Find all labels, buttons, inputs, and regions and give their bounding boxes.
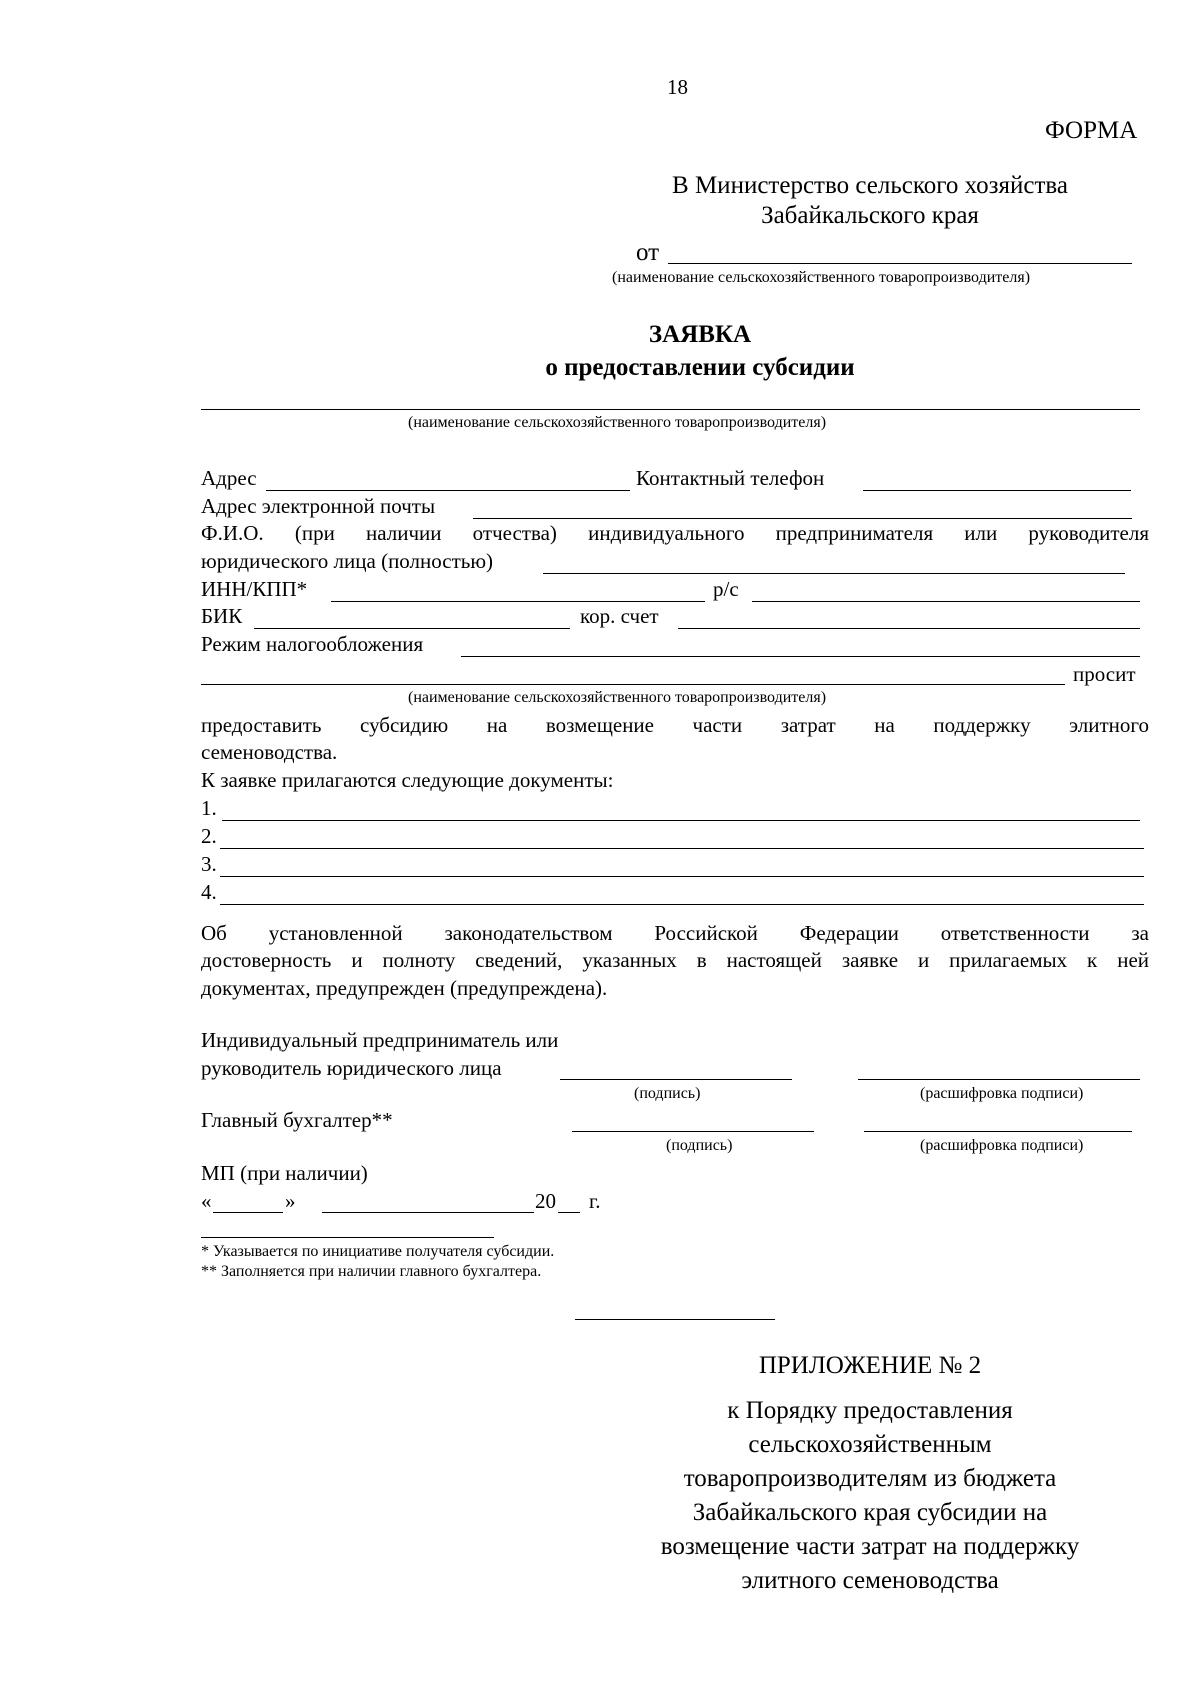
- addressee-line-2: Забайкальского края: [761, 202, 979, 229]
- document-item-1-number: 1.: [201, 796, 217, 820]
- document-item-4-number: 4.: [201, 880, 217, 904]
- from-caption: (наименование сельскохозяйственного товаропроизводителя): [612, 269, 1031, 286]
- appendix-line-2: сельскохозяйственным: [748, 1431, 992, 1458]
- request-text-line-1: предоставить субсидию на возмещение части затрат на поддержку элитного: [201, 713, 1149, 737]
- head-signature-decode-field[interactable]: [858, 1079, 1140, 1080]
- address-label: Адрес: [201, 466, 257, 490]
- applicant-name-line[interactable]: [201, 409, 1140, 410]
- bik-field[interactable]: [254, 628, 570, 629]
- account-field[interactable]: [752, 601, 1140, 602]
- appendix-line-6: элитного семеноводства: [741, 1567, 999, 1594]
- bik-label: БИК: [201, 604, 243, 628]
- appendix-line-4: Забайкальского края субсидии на: [692, 1499, 1048, 1526]
- requester-name-caption: (наименование сельскохозяйственного товаропроизводителя): [408, 689, 827, 706]
- head-decode-caption: (расшифровка подписи): [920, 1085, 1084, 1102]
- footnote-1: * Указывается по инициативе получателя субсидии.: [201, 1243, 555, 1260]
- from-blank-line[interactable]: [668, 263, 1132, 264]
- liability-line-1: Об установленной законодательством Российской Федерации ответственности за: [201, 921, 1149, 945]
- accountant-decode-field[interactable]: [864, 1131, 1132, 1132]
- head-signer-line-2: руководитель юридического лица: [201, 1056, 502, 1080]
- liability-statement: [201, 920, 1149, 974]
- date-year-prefix: 20: [535, 1189, 556, 1213]
- accountant-signature-field[interactable]: [572, 1131, 814, 1132]
- document-item-4-field[interactable]: [220, 904, 1144, 905]
- requests-label: просит: [1073, 662, 1136, 686]
- head-signature-caption: (подпись): [634, 1085, 701, 1102]
- inn-label: ИНН/КПП*: [201, 577, 308, 601]
- date-day-field[interactable]: [213, 1212, 283, 1213]
- inn-field[interactable]: [331, 601, 705, 602]
- date-close-quote: »: [285, 1189, 296, 1213]
- email-field[interactable]: [473, 518, 1132, 519]
- corr-account-field[interactable]: [678, 628, 1140, 629]
- seal-label: МП (при наличии): [201, 1161, 368, 1185]
- request-text: [201, 712, 1149, 739]
- phone-field[interactable]: [863, 490, 1131, 491]
- accountant-label: Главный бухгалтер**: [201, 1108, 393, 1132]
- fio-label-line-2: юридического лица (полностью): [201, 549, 494, 573]
- address-field[interactable]: [266, 490, 630, 491]
- applicant-name-caption: (наименование сельскохозяйственного товаропроизводителя): [408, 414, 827, 431]
- date-month-field[interactable]: [322, 1212, 534, 1213]
- head-signature-field[interactable]: [560, 1079, 792, 1080]
- head-signer-line-1: Индивидуальный предприниматель или: [201, 1028, 559, 1052]
- document-item-3-number: 3.: [201, 852, 217, 876]
- document-title: ЗАЯВКА: [648, 321, 752, 348]
- corr-account-label: кор. счет: [580, 604, 659, 628]
- document-item-2-field[interactable]: [220, 848, 1144, 849]
- appendix-line-3: товаропроизводителям из бюджета: [683, 1465, 1057, 1492]
- appendix-line-5: возмещение части затрат на поддержку: [660, 1533, 1080, 1560]
- footnote-2: ** Заполняется при наличии главного бухгалтера.: [201, 1263, 542, 1280]
- date-open-quote: «: [201, 1189, 212, 1213]
- document-item-1-field[interactable]: [222, 820, 1140, 821]
- end-separator: [575, 1319, 775, 1320]
- accountant-decode-caption: (расшифровка подписи): [920, 1137, 1084, 1154]
- date-year-field[interactable]: [558, 1212, 580, 1213]
- from-label: от: [636, 239, 660, 266]
- page-number: 18: [667, 75, 688, 99]
- request-text-line-2: семеноводства.: [201, 740, 338, 764]
- email-label: Адрес электронной почты: [201, 494, 436, 518]
- footnote-separator: [201, 1237, 494, 1238]
- document-item-3-field[interactable]: [220, 876, 1144, 877]
- phone-label: Контактный телефон: [636, 466, 825, 490]
- liability-line-3: документах, предупрежден (предупреждена).: [201, 976, 608, 1000]
- form-label: ФОРМА: [1045, 117, 1138, 144]
- accountant-signature-caption: (подпись): [666, 1137, 733, 1154]
- fio-label: [201, 520, 1149, 547]
- date-suffix: г.: [589, 1189, 601, 1213]
- documents-intro: К заявке прилагаются следующие документы:: [201, 768, 614, 792]
- fio-label-line-1: Ф.И.О. (при наличии отчества) индивидуального предпринимателя или руководителя: [201, 521, 1149, 545]
- tax-regime-field[interactable]: [461, 656, 1140, 657]
- document-item-2-number: 2.: [201, 824, 217, 848]
- fio-field[interactable]: [543, 573, 1125, 574]
- addressee-line-1: В Министерство сельского хозяйства: [672, 172, 1068, 199]
- tax-regime-label: Режим налогообложения: [201, 632, 424, 656]
- appendix-title: ПРИЛОЖЕНИЕ № 2: [758, 1352, 982, 1379]
- appendix-line-1: к Порядку предоставления: [727, 1397, 1013, 1424]
- requester-name-line[interactable]: [201, 684, 1065, 685]
- document-subtitle: о предоставлении субсидии: [545, 354, 855, 381]
- account-label: р/с: [713, 577, 739, 601]
- liability-line-2: достоверность и полноту сведений, указанных в настоящей заявке и прилагаемых к ней: [201, 948, 1149, 972]
